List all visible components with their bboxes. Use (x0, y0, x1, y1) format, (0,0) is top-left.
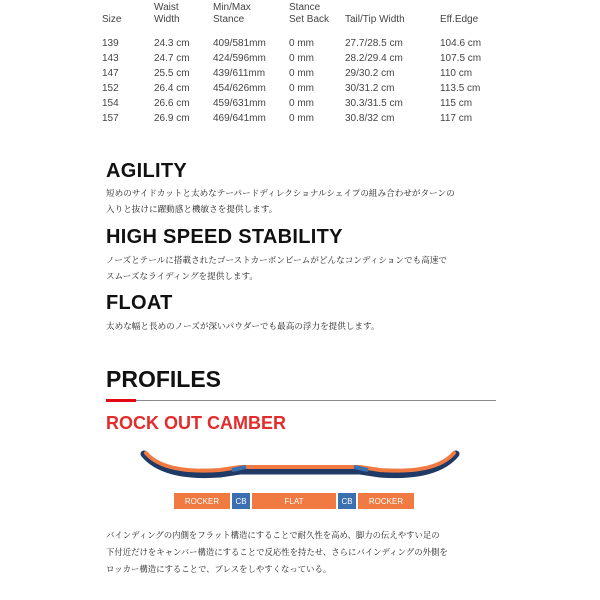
profiles-divider-accent (106, 399, 136, 402)
cell-tail-tip: 30.8/32 cm (345, 113, 395, 124)
cell-setback: 0 mm (289, 38, 314, 49)
cell-setback: 0 mm (289, 68, 314, 79)
profiles-divider (106, 400, 496, 401)
col-header-size: Size (102, 14, 122, 25)
cell-eff-edge: 110 cm (440, 68, 473, 79)
cell-tail-tip: 29/30.2 cm (345, 68, 395, 79)
cell-stance: 409/581mm (213, 38, 266, 49)
table-row (102, 66, 502, 81)
cell-size: 157 (102, 113, 119, 124)
col-header-waist-width: Waist Width (154, 2, 180, 25)
cell-waist: 26.4 cm (154, 83, 190, 94)
cell-eff-edge: 115 cm (440, 98, 473, 109)
cell-stance: 424/596mm (213, 53, 266, 64)
float-text: 太めな幅と長めのノーズが深いパウダーでも最高の浮力を提供します。 (106, 322, 380, 332)
col-header-tail-tip-width: Tail/Tip Width (345, 14, 405, 25)
table-row (102, 81, 502, 96)
cell-size: 152 (102, 83, 119, 94)
profile-name: ROCK OUT CAMBER (106, 413, 286, 433)
cell-stance: 459/631mm (213, 98, 266, 109)
profile-description: バインディングの内側をフラット構造にすることで耐久性を高め、脚力の伝えやすい足の 下付近だけをキャンバー構造にすることで反応性を持たせ、さらにバインディングの外側を ロッカー構造にすることで、ブレスをしやすくなっている。 (106, 530, 448, 574)
cell-eff-edge: 113.5 cm (440, 83, 481, 94)
cell-waist: 24.7 cm (154, 53, 190, 64)
segment-rocker: ROCKER (358, 493, 414, 509)
profile-segment-bar (174, 493, 416, 509)
cell-stance: 469/641mm (213, 113, 266, 124)
cell-waist: 24.3 cm (154, 38, 190, 49)
spec-header-row (102, 2, 502, 32)
board-profile-diagram (140, 448, 460, 490)
stability-text: ノーズとテールに搭載されたゴーストカーボンビームがどんなコンディションでも高速で スムーズなライディングを提供します。 (106, 256, 447, 282)
profiles-title: PROFILES (106, 366, 222, 392)
cell-waist: 26.9 cm (154, 113, 190, 124)
agility-text: 短めのサイドカットと太めなテーパードディレクショナルシェイプの組み合わせがターンの 入りと抜けに躍動感と機敏さを提供します。 (106, 189, 455, 215)
agility-heading: AGILITY (106, 160, 187, 182)
cell-size: 143 (102, 53, 119, 64)
cell-tail-tip: 30/31.2 cm (345, 83, 395, 94)
cell-setback: 0 mm (289, 113, 314, 124)
table-row (102, 51, 502, 66)
table-row (102, 96, 502, 111)
cell-tail-tip: 30.3/31.5 cm (345, 98, 403, 109)
spec-table (102, 2, 502, 126)
cell-stance: 439/611mm (213, 68, 266, 79)
float-heading: FLOAT (106, 292, 173, 314)
cell-eff-edge: 107.5 cm (440, 53, 482, 64)
cell-size: 139 (102, 38, 119, 49)
segment-flat: FLAT (252, 493, 336, 509)
cell-waist: 26.6 cm (154, 98, 190, 109)
cell-tail-tip: 27.7/28.5 cm (345, 38, 403, 49)
segment-rocker: ROCKER (174, 493, 230, 509)
cell-setback: 0 mm (289, 53, 314, 64)
table-row (102, 32, 502, 51)
cell-setback: 0 mm (289, 83, 314, 94)
cell-eff-edge: 104.6 cm (440, 38, 482, 49)
col-header-stance: Min/Max Stance (213, 2, 251, 25)
table-row (102, 111, 502, 126)
cell-size: 147 (102, 68, 119, 79)
segment-camber: CB (232, 493, 250, 509)
col-header-setback: Stance Set Back (289, 2, 330, 25)
cell-stance: 454/626mm (213, 83, 266, 94)
cell-tail-tip: 28.2/29.4 cm (345, 53, 403, 64)
cell-setback: 0 mm (289, 98, 314, 109)
cell-eff-edge: 117 cm (440, 113, 473, 124)
cell-waist: 25.5 cm (154, 68, 190, 79)
cell-size: 154 (102, 98, 119, 109)
stability-heading: HIGH SPEED STABILITY (106, 226, 343, 248)
col-header-eff-edge: Eff.Edge (440, 14, 479, 25)
segment-camber: CB (338, 493, 356, 509)
board-top-layer (146, 453, 454, 471)
